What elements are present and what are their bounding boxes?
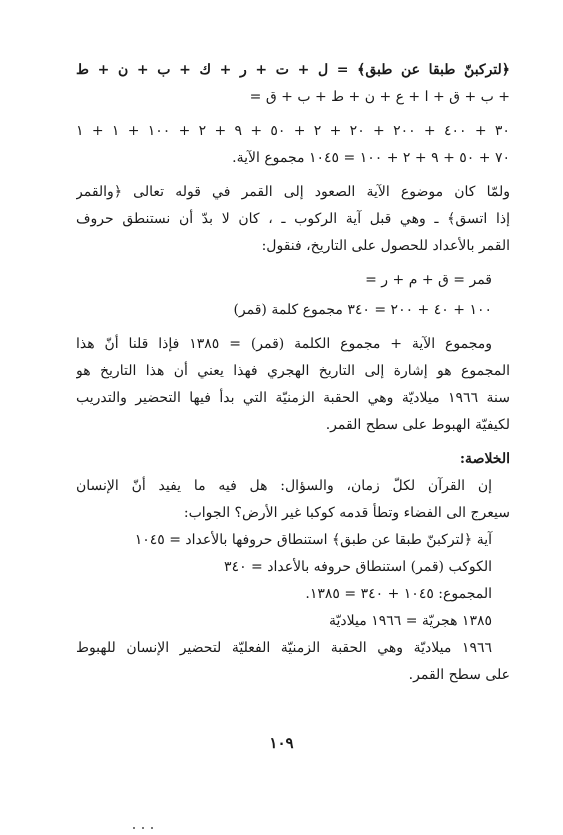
moon-intro-line-3: القمر بالأعداد للحصول على التاريخ، فنقول: — [261, 238, 510, 254]
summary-item-planet: الكوكب (قمر) استنطاق حروفه بالأعداد = ٣٤٠ — [224, 559, 492, 575]
scan-artifact — [133, 814, 173, 820]
verse-letters-line-2: + ب + ق + ا + ع + ن + ط + ب + ق = — [249, 89, 510, 105]
summary-item-hijri: ١٣٨٥ هجريّة = ١٩٦٦ ميلاديّة — [329, 613, 492, 629]
page-number: ١٠٩ — [269, 734, 294, 752]
summary-item-final-line-2: على سطح القمر. — [408, 667, 510, 683]
moon-intro-line-1: ولمّا كان موضوع الآية الصعود إلى القمر في قوله تعالى ﴿والقمر — [76, 184, 510, 200]
summary-item-total: المجموع: ١٠٤٥ + ٣٤٠ = ١٣٨٥. — [305, 586, 492, 602]
sum-paragraph-line-1: ومجموع الآية + مجموع الكلمة (قمر) = ١٣٨٥ فإذا قلنا أنّ هذا — [76, 336, 492, 352]
summary-item-final-line-1: ١٩٦٦ ميلاديّة وهي الحقبة الزمنيّة الفعليّة لتحضير الإنسان للهبوط — [76, 640, 492, 656]
summary-question-line-2: سيعرج الى الفضاء وتطأ قدمه كوكبا غير الأرض؟ الجواب: — [183, 505, 510, 521]
sum-paragraph-line-2: المجموع هو إشارة إلى التاريخ الهجري فهذا يعني أن هذا التاريخ هو — [76, 363, 510, 379]
verse-numbers-line-1: ٣٠ + ٤٠٠ + ٢٠٠ + ٢٠ + ٢ + ٥٠ + ٩ + ٢ + ١٠٠ + ١ + ١ — [76, 123, 510, 139]
verse-letters-line-1: ﴿لتركبنّ طبقا عن طبق﴾ = ل + ت + ر + ك + ب + ن + ط — [76, 62, 510, 78]
sum-paragraph-line-3: سنة ١٩٦٦ ميلاديّة وهي الحقبة الزمنيّة التي بدأ فيها التحضير والتدريب — [76, 390, 510, 406]
moon-letters-line: قمر = ق + م + ر = — [365, 272, 492, 288]
summary-question-line-1: إن القرآن لكلّ زمان، والسؤال: هل فيه ما يفيد أنّ الإنسان — [76, 478, 492, 494]
sum-paragraph-line-4: لكيفيّة الهبوط على سطح القمر. — [325, 417, 510, 433]
moon-numbers-line: ١٠٠ + ٤٠ + ٢٠٠ = ٣٤٠ مجموع كلمة (قمر) — [233, 302, 492, 318]
summary-heading: الخلاصة: — [459, 451, 510, 467]
summary-item-verse: آية ﴿لتركبنّ طبقا عن طبق﴾ استنطاق حروفها بالأعداد = ١٠٤٥ — [134, 532, 492, 548]
moon-intro-line-2: إذا اتسق﴾ ـ وهي قبل آية الركوب ـ ، كان لا بدّ أن نستنطق حروف — [76, 211, 510, 227]
verse-numbers-line-2: ٧٠ + ٥٠ + ٩ + ٢ + ١٠٠ = ١٠٤٥ مجموع الآية. — [232, 150, 510, 166]
book-page — [76, 60, 510, 685]
